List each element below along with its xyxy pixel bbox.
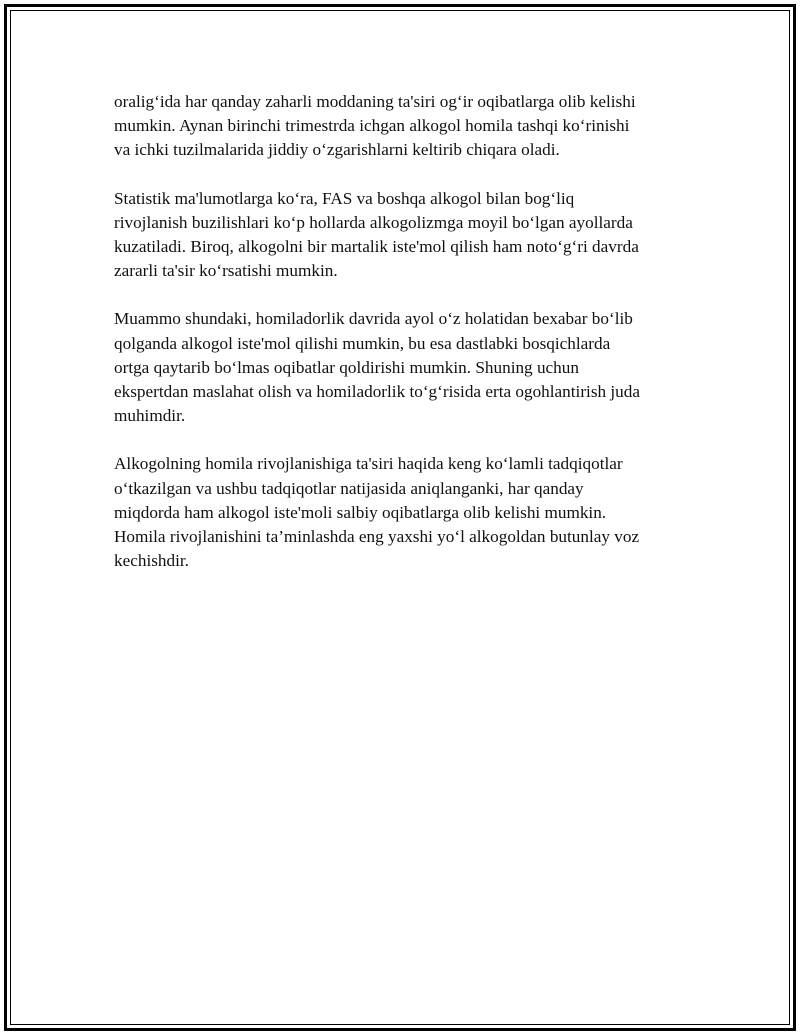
text-line: Muammo shundaki, homiladorlik davrida ayol o‘z holatidan bexabar bo‘lib [114,309,633,329]
text-line: zararli ta'sir ko‘rsatishi mumkin. [114,261,338,281]
paragraph-2 [114,187,704,284]
document-body [114,90,704,597]
text-line: kuzatiladi. Biroq, alkogolni bir martalik iste'mol qilish ham noto‘g‘ri davrda [114,237,639,257]
paragraph-3 [114,307,704,428]
text-line: Homila rivojlanishini ta’minlashda eng yaxshi yo‘l alkogoldan butunlay voz [114,527,640,547]
text-line: miqdorda ham alkogol iste'moli salbiy oqibatlarga olib kelishi mumkin. [114,502,607,522]
text-line: va ichki tuzilmalarida jiddiy o‘zgarishlarni keltirib chiqara oladi. [114,140,560,160]
text-line: Statistik ma'lumotlarga ko‘ra, FAS va boshqa alkogol bilan bog‘liq [114,188,575,208]
text-line: rivojlanish buzilishlari ko‘p hollarda alkogolizmga moyil bo‘lgan ayollarda [114,212,633,232]
text-line: mumkin. Aynan birinchi trimestrda ichgan alkogol homila tashqi ko‘rinishi [114,116,630,136]
text-line: ekspertdan maslahat olish va homiladorlik to‘g‘risida erta ogohlantirish juda [114,382,640,402]
text-line: qolganda alkogol iste'mol qilishi mumkin, bu esa dastlabki bosqichlarda [114,333,611,353]
text-line: o‘tkazilgan va ushbu tadqiqotlar natijasida aniqlanganki, har qanday [114,478,584,498]
text-line: muhimdir. [114,406,186,426]
paragraph-1 [114,90,704,163]
paragraph-4 [114,452,704,573]
text-line: kechishdir. [114,551,189,571]
text-line: ortga qaytarib bo‘lmas oqibatlar qoldirishi mumkin. Shuning uchun [114,357,579,377]
text-line: oralig‘ida har qanday zaharli moddaning ta'siri og‘ir oqibatlarga olib kelishi [114,92,636,111]
text-line: Alkogolning homila rivojlanishiga ta'siri haqida keng ko‘lamli tadqiqotlar [114,454,623,474]
